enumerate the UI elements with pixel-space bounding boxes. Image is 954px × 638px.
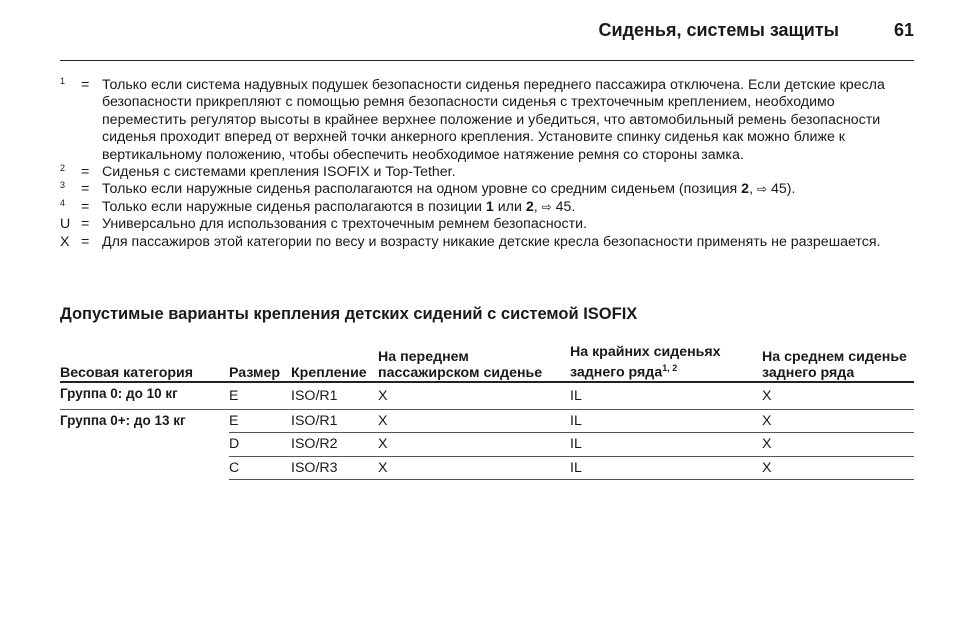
- size-cell: C: [229, 456, 291, 480]
- footnote-key: 4: [60, 197, 66, 208]
- cross-reference-page[interactable]: 45: [770, 181, 787, 198]
- table-header-row: [60, 333, 914, 382]
- footnote-equals: =: [81, 233, 90, 250]
- front-cell: X: [378, 456, 570, 480]
- column-header-mount: Крепление: [291, 333, 378, 382]
- weight-group: Группа 0+: до 13 кг: [60, 409, 229, 480]
- footnote-text: Для пассажиров этой категории по весу и возрасту никакие детские кресла безопасности применять не разрешается.: [102, 233, 881, 250]
- page-number: 61: [893, 20, 914, 40]
- outer-cell: IL: [570, 409, 762, 433]
- footnote: [60, 77, 916, 164]
- footnotes: [60, 77, 916, 251]
- column-header-middle-rear-seat: На среднем сиденье заднего ряда: [762, 333, 914, 382]
- column-header-size: Размер: [229, 333, 291, 382]
- outer-cell: IL: [570, 456, 762, 480]
- footnote-equals: =: [81, 164, 90, 181]
- footnote-text: Только если система надувных подушек безопасности сиденья переднего пассажира отключена. Если детские кресла безопасности прикрепляют с помощью ремня безопасности сиденья с трехточечным креплением, необходимо переместить регулятор высоты в крайнее верхнее положение и убедиться, что автомобильный ремень безопасности сиденья проходит вперед от верхней точки анкерного крепления. Установите спинку сиденья как можно ближе к вертикальному положению, чтобы обеспечить необходимое натяжение ремня со стороны замка.: [102, 77, 885, 163]
- footnote-text-part: Только если наружные сиденья располагаются на одном уровне со средним сиденьем (позиция: [102, 181, 742, 198]
- front-cell: X: [378, 409, 570, 433]
- column-header-outer-rear-seats: [570, 333, 762, 382]
- column-header-weight: Весовая категория: [60, 333, 229, 382]
- footnote-equals: =: [81, 77, 90, 93]
- mount-cell: ISO/R1: [291, 382, 378, 409]
- table-row: [60, 409, 914, 433]
- cross-reference-page[interactable]: 45: [555, 198, 572, 215]
- footnote: [60, 164, 916, 181]
- position-number: 2: [741, 181, 750, 198]
- footnote: [60, 199, 916, 216]
- page-header: [60, 0, 914, 61]
- middle-cell: X: [762, 456, 914, 480]
- mount-cell: ISO/R3: [291, 456, 378, 480]
- section-title: Допустимые варианты крепления детских сидений с системой ISOFIX: [60, 305, 638, 323]
- column-header-outer-text: На крайних сиденьях заднего ряда: [570, 344, 721, 381]
- footnote: [60, 234, 916, 251]
- cross-reference-arrow-icon: ⇨: [541, 199, 552, 214]
- front-cell: X: [378, 382, 570, 409]
- footnote-equals: =: [81, 181, 90, 198]
- footnote-text: [102, 181, 795, 197]
- middle-cell: X: [762, 382, 914, 409]
- footnote-equals: =: [81, 198, 90, 215]
- footnote-text: Универсально для использования с трехточечным ремнем безопасности.: [102, 216, 588, 233]
- outer-cell: IL: [570, 433, 762, 457]
- footnote-ref: 1, 2: [662, 363, 678, 374]
- mount-cell: ISO/R1: [291, 409, 378, 433]
- header-title: Сиденья, системы защиты: [598, 20, 839, 40]
- footnote: [60, 216, 916, 233]
- table-row: [60, 382, 914, 409]
- weight-group: Группа 0: до 10 кг: [60, 382, 229, 409]
- position-number: 1: [485, 198, 494, 215]
- size-cell: E: [229, 409, 291, 433]
- middle-cell: X: [762, 433, 914, 457]
- footnote-text-part: ,: [533, 198, 542, 215]
- footnote-text: Сиденья с системами крепления ISOFIX и Top-Tether.: [102, 164, 456, 181]
- footnote-equals: =: [81, 216, 90, 233]
- footnote-key: 1: [60, 76, 66, 86]
- footnote-text-part: или: [493, 198, 526, 215]
- footnote-key: 2: [60, 163, 66, 174]
- footnote-text-part: ).: [786, 181, 796, 198]
- isofix-table: [60, 333, 914, 480]
- front-cell: X: [378, 433, 570, 457]
- size-cell: D: [229, 433, 291, 457]
- footnote-key: U: [60, 216, 71, 233]
- footnote-key: X: [60, 233, 70, 250]
- size-cell: E: [229, 382, 291, 409]
- middle-cell: X: [762, 409, 914, 433]
- footnote-key: 3: [60, 180, 66, 191]
- mount-cell: ISO/R2: [291, 433, 378, 457]
- outer-cell: IL: [570, 382, 762, 409]
- position-number: 2: [525, 198, 534, 215]
- footnote: [60, 181, 916, 198]
- cross-reference-arrow-icon: ⇨: [756, 182, 768, 197]
- footnote-text-part: .: [571, 198, 576, 215]
- footnote-text: [102, 199, 575, 215]
- footnote-text-part: ,: [749, 181, 757, 198]
- column-header-front-seat: На переднем пассажирском сиденье: [378, 333, 570, 382]
- footnote-text-part: Только если наружные сиденья располагаются в позиции: [102, 198, 486, 215]
